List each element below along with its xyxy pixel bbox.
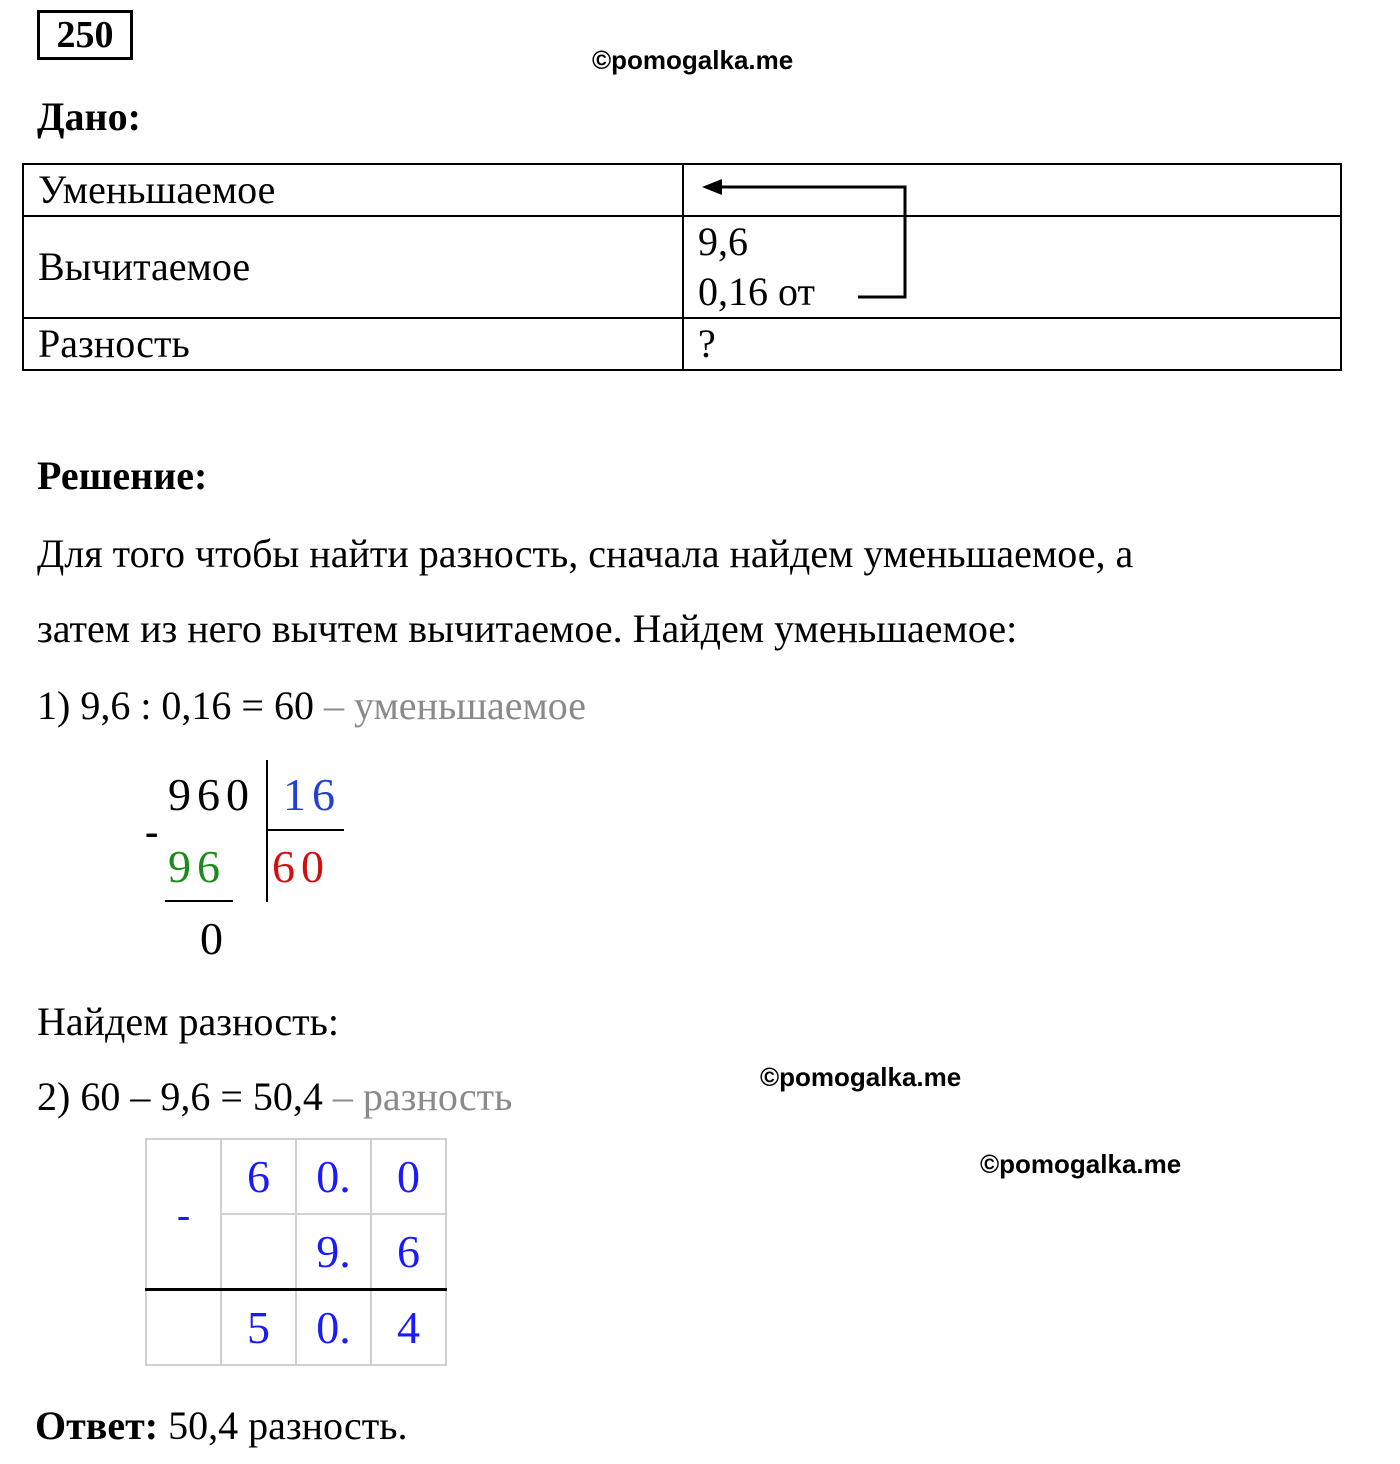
grid-cell: 6: [221, 1139, 296, 1214]
grid-cell: 9.: [296, 1214, 371, 1290]
difference-value: ?: [683, 318, 1341, 370]
paragraph-line: Для того чтобы найти разность, сначала найдем уменьшаемое, а: [37, 531, 1134, 576]
step-2-note: – разность: [322, 1074, 513, 1119]
step-1-note: – уменьшаемое: [314, 683, 587, 728]
difference-label: Разность: [23, 318, 683, 370]
grid-cell: [221, 1214, 296, 1290]
given-table: [22, 163, 1342, 371]
partial-subtrahend: 96: [168, 841, 226, 892]
column-subtraction: [145, 1138, 447, 1366]
table-row: [146, 1139, 446, 1214]
grid-cell: 0.: [296, 1290, 371, 1366]
grid-cell: [146, 1290, 221, 1366]
table-row: [23, 216, 1341, 318]
watermark: ©pomogalka.me: [760, 1062, 962, 1092]
subtraction-line: [165, 900, 233, 902]
solution-heading: Решение:: [37, 453, 208, 498]
find-difference: Найдем разность:: [37, 999, 340, 1044]
subtrahend-label: Вычитаемое: [23, 216, 683, 318]
subtrahend-relation-line: 0,16 от: [698, 269, 815, 314]
step-1-expression: 1) 9,6 : 0,16 = 60: [37, 683, 314, 728]
given-heading: Дано:: [37, 94, 141, 139]
watermark: ©pomogalka.me: [980, 1149, 1182, 1179]
grid-cell: 0: [371, 1139, 446, 1214]
table-row: [146, 1290, 446, 1366]
minus-sign: -: [145, 809, 159, 854]
quotient: 60: [272, 841, 330, 892]
grid-cell: 6: [371, 1214, 446, 1290]
step-1: [37, 682, 586, 729]
step-2-expression: 2) 60 – 9,6 = 50,4: [37, 1074, 323, 1119]
grid-cell: 0.: [296, 1139, 371, 1214]
grid-cell: 4: [371, 1290, 446, 1366]
subtrahend-value-line: 9,6: [698, 219, 748, 264]
step-2: [37, 1073, 512, 1120]
divisor: 16: [283, 769, 341, 820]
paragraph-line: затем из него вычтем вычитаемое. Найдем уменьшаемое:: [37, 606, 1018, 651]
grid-cell: 5: [221, 1290, 296, 1366]
remainder: 0: [200, 913, 229, 964]
division-horizontal-line: [266, 829, 344, 831]
division-vertical-line: [266, 760, 268, 902]
dividend: 960: [168, 769, 255, 820]
table-row: [23, 164, 1341, 216]
minuend-label: Уменьшаемое: [23, 164, 683, 216]
answer-label: Ответ:: [35, 1403, 159, 1448]
answer: [35, 1402, 408, 1449]
answer-text: 50,4 разность.: [158, 1403, 408, 1448]
table-row: [23, 318, 1341, 370]
reference-arrow-icon: [690, 170, 920, 310]
task-number: 250: [37, 10, 133, 60]
column-minus-sign: -: [146, 1139, 221, 1290]
watermark: ©pomogalka.me: [592, 45, 794, 75]
